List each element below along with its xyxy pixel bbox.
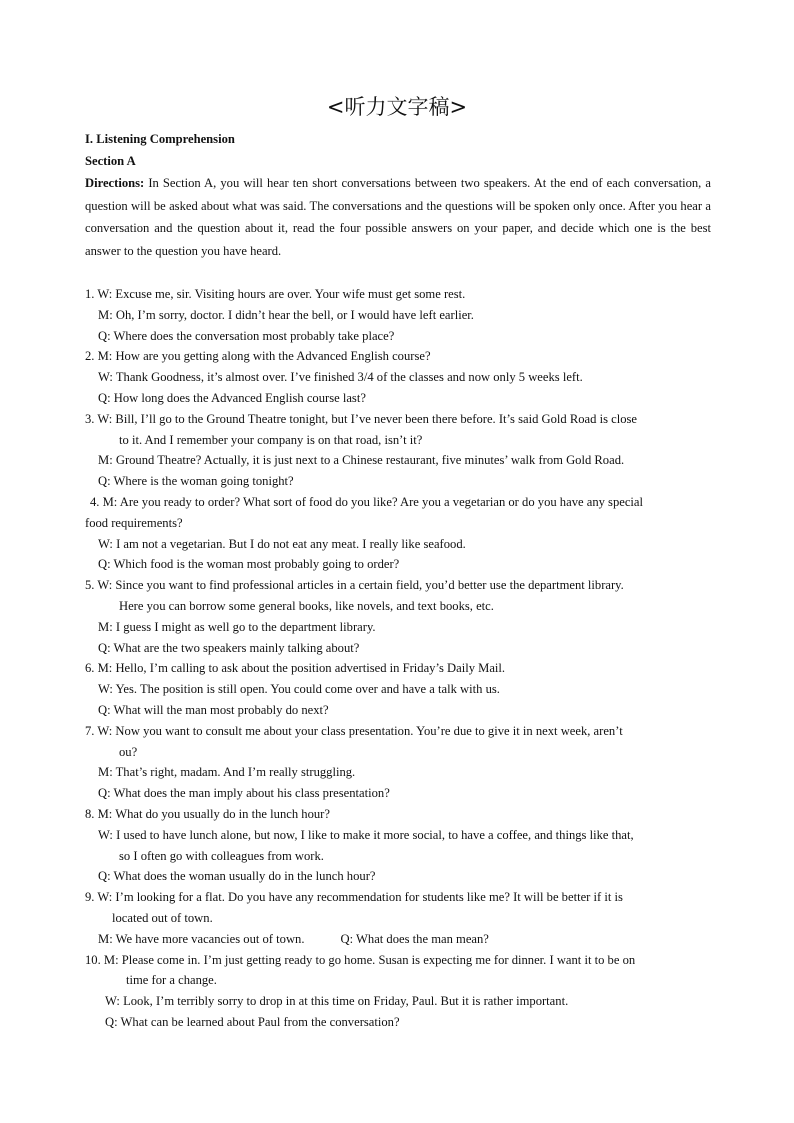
q7-line-man: M: That’s right, madam. And I’m really struggling.: [98, 765, 356, 780]
section-heading: Section A: [85, 154, 136, 168]
q3-line-man: M: Ground Theatre? Actually, it is just next to a Chinese restaurant, five minutes’ walk from Gold Road.: [98, 453, 625, 468]
q2-line-man: 2. M: How are you getting along with the Advanced English course?: [85, 349, 431, 364]
q8-line-woman: W: I used to have lunch alone, but now, I like to make it more social, to have a coffee, and things like that,: [98, 827, 634, 842]
q5-line-woman-cont: Here you can borrow some general books, like novels, and text books, etc.: [119, 598, 494, 613]
q3-line-woman-cont: to it. And I remember your company is on that road, isn’t it?: [119, 432, 423, 447]
q6-line-woman: W: Yes. The position is still open. You could come over and have a talk with us.: [98, 682, 500, 697]
page-title: <听力文字稿>: [326, 95, 468, 119]
q9-line-woman: 9. W: I’m looking for a flat. Do you have any recommendation for students like me? It will be better if it is: [85, 890, 623, 905]
q5-line-question: Q: What are the two speakers mainly talking about?: [98, 640, 360, 655]
q10-line-question: Q: What can be learned about Paul from the conversation?: [105, 1014, 400, 1029]
q1-line-man: M: Oh, I’m sorry, doctor. I didn’t hear the bell, or I would have left earlier.: [98, 307, 474, 322]
q6-line-man: 6. M: Hello, I’m calling to ask about the position advertised in Friday’s Daily Mail.: [85, 661, 506, 676]
q5-line-woman: 5. W: Since you want to find professional articles in a certain field, you’d better use the department library.: [85, 578, 624, 593]
spacer: [85, 262, 711, 284]
document-body: [85, 128, 711, 1033]
q1-line-question: Q: Where does the conversation most probably take place?: [98, 328, 395, 343]
q9-line-question: Q: What does the man mean?: [340, 931, 489, 946]
q2-line-question: Q: How long does the Advanced English course last?: [98, 390, 366, 405]
q3-line-woman: 3. W: Bill, I’ll go to the Ground Theatre tonight, but I’ve never been there before. It’s said Gold Road is close: [85, 411, 638, 426]
directions-label: Directions:: [85, 176, 145, 190]
q10-line-man-cont: time for a change.: [126, 973, 217, 988]
q2-line-woman: W: Thank Goodness, it’s almost over. I’ve finished 3/4 of the classes and now only 5 weeks left.: [98, 370, 583, 385]
q4-line-man: 4. M: Are you ready to order? What sort of food do you like? Are you a vegetarian or do you have any special: [90, 494, 644, 509]
q8-line-man: 8. M: What do you usually do in the lunch hour?: [85, 806, 330, 821]
part-heading: I. Listening Comprehension: [85, 132, 235, 146]
q4-line-question: Q: Which food is the woman most probably going to order?: [98, 557, 400, 572]
q8-line-woman-cont: so I often go with colleagues from work.: [119, 848, 324, 863]
q7-line-woman-cont: ou?: [119, 744, 138, 759]
q8-line-question: Q: What does the woman usually do in the lunch hour?: [98, 869, 376, 884]
q4-line-woman: W: I am not a vegetarian. But I do not eat any meat. I really like seafood.: [98, 536, 466, 551]
directions-paragraph: [85, 172, 711, 262]
q9-line-man-and-question: [85, 929, 711, 950]
q9-line-man: M: We have more vacancies out of town.: [98, 931, 305, 946]
q5-line-man: M: I guess I might as well go to the department library.: [98, 619, 376, 634]
q9-line-woman-cont: located out of town.: [112, 910, 213, 925]
q7-line-woman: 7. W: Now you want to consult me about your class presentation. You’re due to give it in next week, aren’t: [85, 723, 623, 738]
q10-line-woman: W: Look, I’m terribly sorry to drop in at this time on Friday, Paul. But it is rather important.: [105, 994, 569, 1009]
q6-line-question: Q: What will the man most probably do next?: [98, 702, 329, 717]
q1-line-woman: 1. W: Excuse me, sir. Visiting hours are over. Your wife must get some rest.: [85, 287, 466, 301]
directions-text: In Section A, you will hear ten short conversations between two speakers. At the end of each conversation, a question will be asked about what was said. The conversations and the questions will be spoken only once. After you hear a conversation and the question about it, read the four possible answers on your paper, and decide which one is the best answer to the question you have heard.: [85, 176, 711, 258]
q4-line-man-cont: food requirements?: [85, 515, 183, 530]
q10-line-man: 10. M: Please come in. I’m just getting ready to go home. Susan is expecting me for dinner. I want it to be on: [85, 952, 636, 967]
q7-line-question: Q: What does the man imply about his class presentation?: [98, 786, 390, 801]
q3-line-question: Q: Where is the woman going tonight?: [98, 474, 294, 489]
